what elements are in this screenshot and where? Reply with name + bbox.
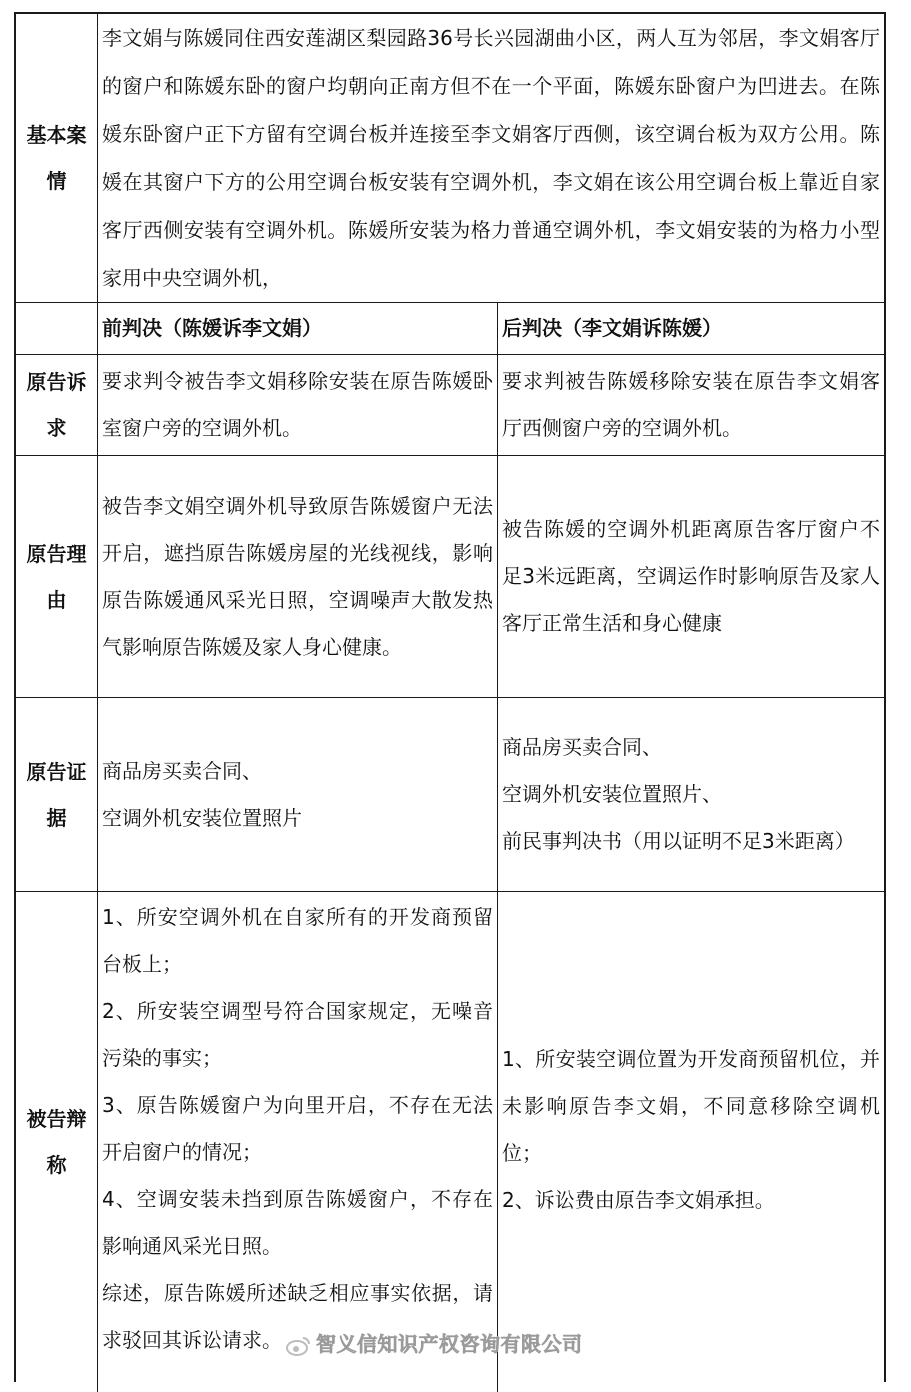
label-basic-facts: 基本案情 xyxy=(16,14,98,302)
defense-previous xyxy=(98,892,498,1392)
evidence-previous xyxy=(98,698,498,891)
defense-previous-item: 4、空调安装未挡到原告陈媛窗户，不存在影响通风采光日照。 xyxy=(102,1187,493,1258)
evidence-later xyxy=(498,698,884,891)
claim-later: 要求判被告陈媛移除安装在原告李文娟客厅西侧窗户旁的空调外机。 xyxy=(502,369,880,440)
defense-later-item: 2、诉讼费由原告李文娟承担。 xyxy=(502,1188,775,1212)
defense-later-item: 1、所安装空调位置为开发商预留机位，并未影响原告李文娟，不同意移除空调机位； xyxy=(502,1047,880,1165)
case-comparison-table xyxy=(14,12,886,1382)
row-headers xyxy=(16,303,884,355)
reason-previous: 被告李文娟空调外机导致原告陈媛窗户无法开启，遮挡原告陈媛房屋的光线视线，影响原告陈媛通风采光日照，空调噪声大散发热气影响原告陈媛及家人身心健康。 xyxy=(98,456,498,697)
row-plaintiff-reason xyxy=(16,456,884,698)
row-basic-facts xyxy=(16,14,884,303)
claim-previous: 要求判令被告李文娟移除安装在原告陈媛卧室窗户旁的空调外机。 xyxy=(98,355,498,455)
row-plaintiff-claim xyxy=(16,355,884,456)
evidence-previous-item: 商品房买卖合同、 xyxy=(102,758,262,783)
reason-later: 被告陈媛的空调外机距离原告客厅窗户不足3米远距离，空调运作时影响原告及家人客厅正常生活和身心健康 xyxy=(502,517,880,635)
label-plaintiff-reason: 原告理由 xyxy=(16,456,98,697)
evidence-later-item: 前民事判决书（用以证明不足3米距离） xyxy=(502,829,855,853)
evidence-previous-item: 空调外机安装位置照片 xyxy=(102,805,302,830)
defense-previous-item: 3、原告陈媛窗户为向里开启，不存在无法开启窗户的情况； xyxy=(102,1093,493,1164)
watermark xyxy=(286,1328,583,1357)
header-later-judgment: 后判决（李文娟诉陈媛） xyxy=(502,316,722,340)
row-plaintiff-evidence xyxy=(16,698,884,892)
evidence-later-item: 商品房买卖合同、 xyxy=(502,735,662,759)
evidence-later-item: 空调外机安装位置照片、 xyxy=(502,782,722,806)
label-plaintiff-evidence: 原告证据 xyxy=(16,698,98,891)
basic-facts-text: 李文娟与陈媛同住西安莲湖区梨园路36号长兴园湖曲小区，两人互为邻居，李文娟客厅的窗户和陈媛东卧的窗户均朝向正南方但不在一个平面，陈媛东卧窗户为凹进去。在陈媛东卧窗户正下方留有空调台板并连接至李文娟客厅西侧，该空调台板为双方公用。陈媛在其窗户下方的公用空调台板安装有空调外机，李文娟在该公用空调台板上靠近自家客厅西侧安装有空调外机。陈媛所安装为格力普通空调外机，李文娟安装的为格力小型家用中央空调外机， xyxy=(102,26,880,290)
header-previous-judgment: 前判决（陈媛诉李文娟） xyxy=(98,303,498,354)
defense-previous-item: 2、所安装空调型号符合国家规定，无噪音污染的事实； xyxy=(102,999,493,1070)
row-defendant-defense xyxy=(16,892,884,1392)
defense-later xyxy=(498,892,884,1392)
label-empty xyxy=(16,303,98,354)
weibo-logo-icon xyxy=(286,1335,312,1357)
defense-previous-item: 1、所安空调外机在自家所有的开发商预留台板上； xyxy=(102,905,493,976)
label-defendant-defense: 被告辩称 xyxy=(16,892,98,1392)
watermark-text: 智义信知识产权咨询有限公司 xyxy=(316,1332,583,1356)
label-plaintiff-claim: 原告诉求 xyxy=(16,355,98,455)
defense-previous-item: 综述，原告陈媛所述缺乏相应事实依据，请求驳回其诉讼请求。 xyxy=(102,1281,493,1352)
